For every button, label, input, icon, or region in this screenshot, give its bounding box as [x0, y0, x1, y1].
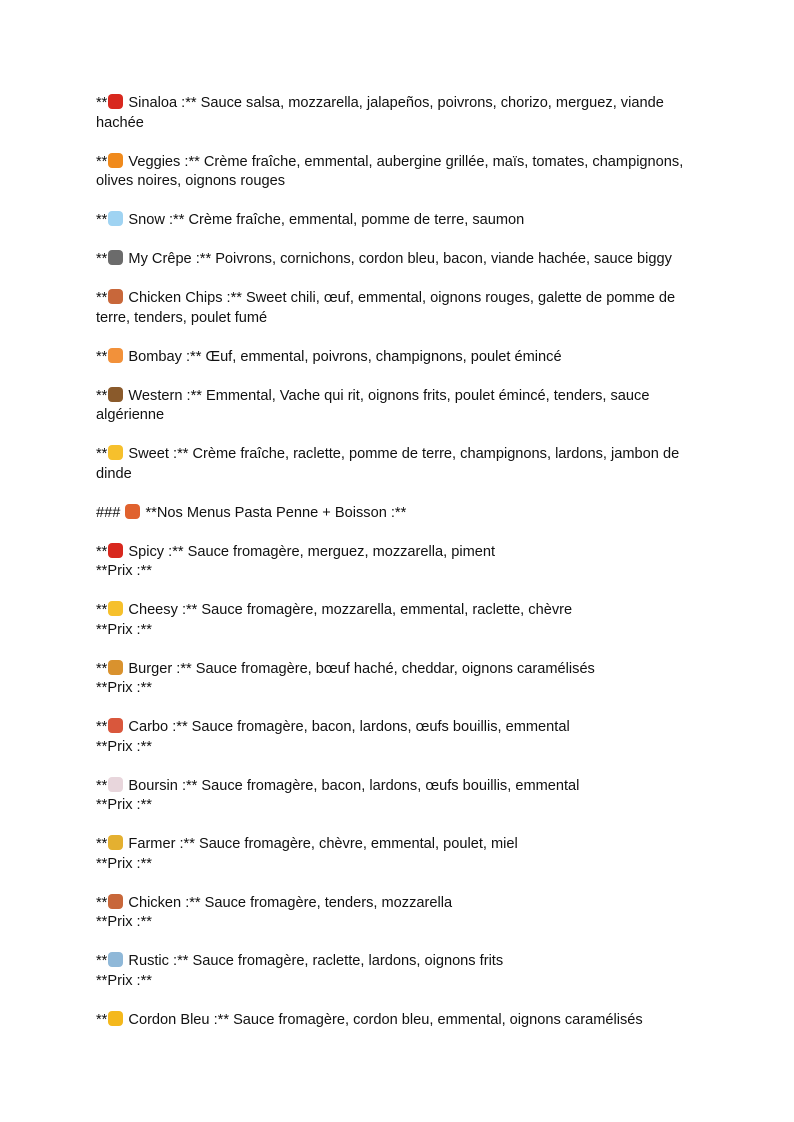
bacon-icon: [108, 718, 123, 733]
markdown-prefix: **: [96, 95, 108, 111]
menu-item: [96, 894, 700, 933]
sheaf-of-rice-icon: [108, 835, 123, 850]
markdown-prefix: **: [96, 348, 108, 365]
markdown-prefix: **: [96, 660, 108, 677]
section-heading: [96, 504, 700, 524]
markdown-prefix: **: [96, 290, 108, 306]
bell-icon: [108, 1011, 123, 1026]
item-text: Cheesy :** Sauce fromagère, mozzarella, emmental, raclette, chèvre: [124, 602, 573, 618]
item-text: My Crêpe :** Poivrons, cornichons, cordon bleu, bacon, viande hachée, sauce biggy: [124, 251, 672, 267]
menu-item: [96, 94, 700, 133]
item-text: Veggies :** Crème fraîche, emmental, aubergine grillée, maïs, tomates, champignons, olives noires, oignons rouges: [96, 153, 684, 189]
menu-item: [96, 211, 700, 231]
item-text: Sweet :** Crème fraîche, raclette, pomme de terre, champignons, lardons, jambon de dinde: [96, 446, 680, 482]
markdown-prefix: **: [96, 153, 108, 170]
item-text: Rustic :** Sauce fromagère, raclette, lardons, oignons frits: [124, 953, 504, 969]
poultry-leg-icon: [108, 894, 123, 909]
spaghetti-icon: [125, 504, 140, 519]
cheese-icon: [108, 601, 123, 616]
cowboy-face-icon: [108, 387, 123, 402]
snow-capped-mountain-icon: [108, 952, 123, 967]
carrot-icon: [108, 153, 123, 168]
item-text: Cordon Bleu :** Sauce fromagère, cordon bleu, emmental, oignons caramélisés: [124, 1011, 643, 1028]
hot-pepper-icon: [108, 543, 123, 558]
poultry-leg-icon: [108, 289, 123, 304]
flag-india-icon: [108, 348, 123, 363]
price-label: **Prix :**: [96, 680, 152, 696]
hot-pepper-icon: [108, 94, 123, 109]
item-text: Snow :** Crème fraîche, emmental, pomme de terre, saumon: [124, 212, 525, 228]
markdown-prefix: ###: [96, 504, 125, 521]
item-text: Western :** Emmental, Vache qui rit, oignons frits, poulet émincé, tenders, sauce algérienne: [96, 387, 650, 423]
item-text: Burger :** Sauce fromagère, bœuf haché, cheddar, oignons caramélisés: [124, 660, 595, 677]
garlic-icon: [108, 777, 123, 792]
item-text: Carbo :** Sauce fromagère, bacon, lardons, œufs bouillis, emmental: [124, 719, 570, 735]
item-text: Chicken :** Sauce fromagère, tenders, mozzarella: [124, 894, 453, 911]
menu-item: [96, 777, 700, 816]
price-label: **Prix :**: [96, 738, 152, 755]
menu-item: [96, 387, 700, 426]
menu-item: [96, 289, 700, 328]
markdown-prefix: **: [96, 719, 108, 735]
snowflake-icon: [108, 211, 123, 226]
markdown-prefix: **: [96, 446, 108, 462]
menu-item: [96, 835, 700, 874]
document-page: [96, 94, 700, 1050]
price-label: **Prix :**: [96, 797, 152, 813]
menu-item: [96, 153, 700, 192]
menu-item: [96, 952, 700, 991]
price-label: **Prix :**: [96, 972, 152, 989]
cheese-icon: [108, 445, 123, 460]
item-text: **Nos Menus Pasta Penne + Boisson :**: [141, 504, 407, 521]
markdown-prefix: **: [96, 212, 108, 228]
markdown-prefix: **: [96, 251, 108, 267]
price-label: **Prix :**: [96, 855, 152, 872]
menu-item: [96, 348, 700, 368]
markdown-prefix: **: [96, 894, 108, 911]
markdown-prefix: **: [96, 836, 108, 852]
price-label: **Prix :**: [96, 621, 152, 638]
item-text: Sinaloa :** Sauce salsa, mozzarella, jalapeños, poivrons, chorizo, merguez, viande hachée: [96, 95, 664, 131]
item-text: Boursin :** Sauce fromagère, bacon, lardons, œufs bouillis, emmental: [124, 777, 580, 794]
menu-item: [96, 660, 700, 699]
item-text: Chicken Chips :** Sweet chili, œuf, emmental, oignons rouges, galette de pomme de terre, tenders, poulet fumé: [96, 290, 676, 326]
menu-item: [96, 1011, 700, 1031]
item-text: Bombay :** Œuf, emmental, poivrons, champignons, poulet émincé: [124, 348, 562, 365]
menu-item: [96, 601, 700, 640]
markdown-prefix: **: [96, 543, 108, 560]
menu-item: [96, 543, 700, 582]
menu-item: [96, 718, 700, 757]
markdown-prefix: **: [96, 953, 108, 969]
item-text: Spicy :** Sauce fromagère, merguez, mozzarella, piment: [124, 543, 496, 560]
menu-item: [96, 445, 700, 484]
price-label: **Prix :**: [96, 563, 152, 579]
markdown-prefix: **: [96, 602, 108, 618]
hamburger-icon: [108, 660, 123, 675]
markdown-prefix: **: [96, 1011, 108, 1028]
markdown-prefix: **: [96, 777, 108, 794]
frying-pan-egg-icon: [108, 250, 123, 265]
markdown-prefix: **: [96, 387, 108, 404]
price-label: **Prix :**: [96, 914, 152, 930]
menu-item: [96, 250, 700, 270]
item-text: Farmer :** Sauce fromagère, chèvre, emmental, poulet, miel: [124, 836, 518, 852]
